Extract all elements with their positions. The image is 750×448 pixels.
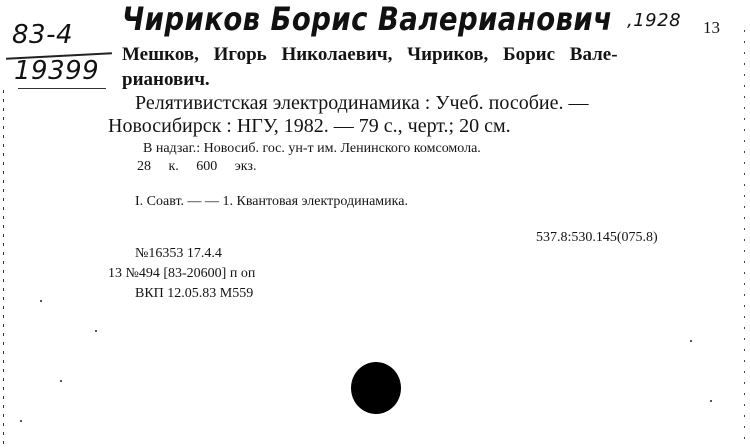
handwritten-shelf-mark: 83-4 [12, 20, 74, 50]
corner-number: 13 [703, 18, 720, 37]
handwritten-author-name: Чириков Борис Валерианович [122, 0, 613, 38]
registration-line-2: 13 №494 [83-20600] п оп [108, 266, 256, 281]
left-edge-noise [3, 90, 4, 445]
price-and-print-run: 28 к. 600 экз. [137, 159, 257, 174]
scan-speck [40, 300, 42, 302]
authors-heading: Мешков, Игорь Николаевич, Чириков, Борис Вале- [122, 44, 618, 65]
handwritten-birth-year: ,1928 [627, 10, 682, 31]
registration-line-1: №16353 17.4.4 [135, 246, 222, 261]
title-statement: Релятивистская электродинамика : Учеб. пособие. — [135, 92, 589, 114]
subject-tracing: I. Соавт. — — 1. Квантовая электродинамика. [135, 194, 408, 209]
right-edge-noise [744, 30, 745, 445]
series-note: В надзаг.: Новосиб. гос. ун-т им. Ленинского комсомола. [143, 141, 481, 156]
handwritten-inventory-number: 19399 [14, 56, 100, 86]
inventory-underline [18, 88, 106, 89]
udc-classification: 537.8:530.145(075.8) [536, 230, 658, 245]
scan-speck [710, 400, 712, 402]
scan-speck [60, 380, 62, 382]
scan-speck [690, 340, 692, 342]
scan-speck [95, 330, 97, 332]
registration-line-3: ВКП 12.05.83 М559 [135, 286, 254, 301]
authors-heading-continued: рианович. [122, 69, 210, 90]
publication-details: Новосибирск : НГУ, 1982. — 79 с., черт.; 20 см. [108, 115, 511, 137]
card-punch-hole [351, 362, 401, 414]
scan-speck [20, 420, 22, 422]
